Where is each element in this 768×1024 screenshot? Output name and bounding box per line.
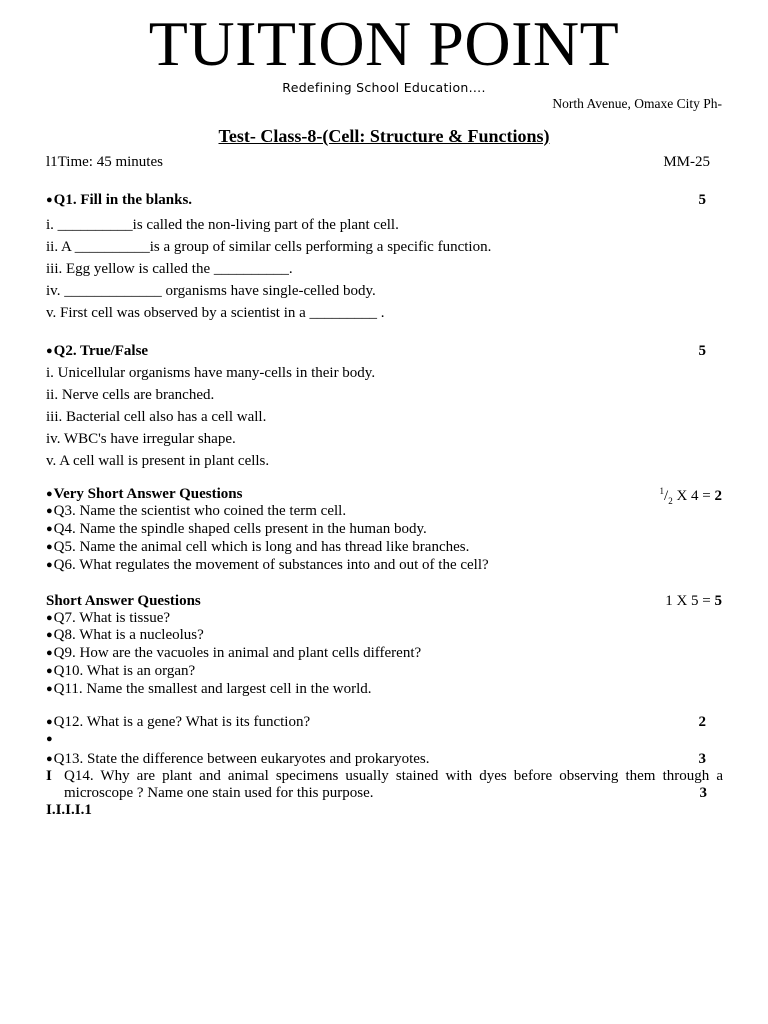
bullet-icon: ● (46, 733, 53, 745)
q1-heading (46, 192, 192, 209)
bullet-icon: ● (46, 523, 53, 535)
q2-marks: 5 (698, 343, 706, 359)
very-short-heading-text: Very Short Answer Questions (53, 486, 243, 502)
question-text: Q13. State the difference between eukaryotes and prokaryotes. (53, 751, 430, 767)
question-text: Q9. How are the vacuoles in animal and plant cells different? (53, 645, 422, 661)
q2-item: v. A cell wall is present in plant cells. (46, 453, 270, 469)
q2-item: iii. Bacterial cell also has a cell wall. (46, 409, 267, 425)
question-text: Q10. What is an organ? (53, 663, 196, 679)
bullet-icon: ● (46, 541, 53, 553)
very-short-marks: $^1/_2$ X 4 = 2 (659, 486, 722, 506)
q1-heading-text: Q1. Fill in the blanks. (53, 192, 193, 208)
question-text: Q12. What is a gene? What is its function? (53, 714, 311, 730)
question-text: Q3. Name the scientist who coined the term cell. (53, 503, 347, 519)
question-text: Q5. Name the animal cell which is long and has thread like branches. (53, 539, 470, 555)
question-text: Q8. What is a nucleolus? (53, 627, 204, 643)
short-item (46, 681, 372, 698)
marks-denominator: 2 (668, 496, 673, 506)
short-item (46, 645, 421, 662)
bullet-icon: ● (46, 345, 53, 357)
question-text: Q4. Name the spindle shaped cells present in the human body. (53, 521, 427, 537)
bullet-icon: ● (46, 665, 53, 677)
bullet-icon: ● (46, 716, 53, 728)
q14 (46, 768, 723, 802)
q2-item: ii. Nerve cells are branched. (46, 387, 215, 403)
q13-marks: 3 (698, 751, 706, 767)
address: North Avenue, Omaxe City Ph- (552, 96, 722, 111)
q2-item: iv. WBC's have irregular shape. (46, 431, 236, 447)
very-short-heading (46, 486, 242, 503)
very-short-item (46, 557, 489, 574)
bullet-icon: ● (46, 683, 53, 695)
q14-marker: I (46, 768, 52, 784)
test-heading: Test- Class-8-(Cell: Structure & Functions) (218, 126, 550, 146)
marks-multiplier: X 4 = (672, 488, 715, 504)
bullet-icon: ● (46, 194, 53, 206)
institute-title: TUITION POINT (148, 8, 620, 79)
bullet-icon: ● (46, 612, 53, 624)
bullet-icon: ● (46, 647, 53, 659)
very-short-item (46, 503, 346, 520)
bullet-icon: ● (46, 559, 53, 571)
short-item (46, 627, 204, 644)
q1-item: iii. Egg yellow is called the __________. (46, 261, 293, 277)
q14-marks: 3 (699, 785, 707, 801)
question-text: Q14. Why are plant and animal specimens usually stained with dyes before observing them through a microscope ? Name one stain used for this purpose. (64, 768, 723, 801)
footer-mark: I.I.I.I.1 (46, 802, 92, 818)
question-text: Q11. Name the smallest and largest cell in the world. (53, 681, 372, 697)
q2-heading-text: Q2. True/False (53, 343, 149, 359)
q2-heading (46, 343, 148, 360)
q1-item: iv. _____________ organisms have single-celled body. (46, 283, 376, 299)
q12 (46, 714, 310, 731)
q13 (46, 751, 429, 768)
marks-numerator: 1 (659, 486, 665, 496)
bullet-icon: ● (46, 629, 53, 641)
tagline: Redefining School Education.... (282, 80, 486, 95)
time-allowed: l1Time: 45 minutes (46, 154, 163, 170)
bullet-icon: ● (46, 753, 53, 765)
q1-item: v. First cell was observed by a scientist in a _________ . (46, 305, 385, 321)
q1-marks: 5 (698, 192, 706, 208)
bullet-icon: ● (46, 488, 53, 500)
short-item (46, 610, 170, 627)
short-marks (665, 593, 722, 610)
q1-item: ii. A __________is a group of similar cells performing a specific function. (46, 239, 492, 255)
q12-marks: 2 (698, 714, 706, 730)
marks-total: 5 (714, 593, 722, 609)
max-marks: MM-25 (663, 154, 710, 170)
empty-bullet (46, 731, 54, 748)
very-short-item (46, 539, 469, 556)
question-text: Q6. What regulates the movement of substances into and out of the cell? (53, 557, 489, 573)
bullet-icon: ● (46, 505, 53, 517)
question-text: Q7. What is tissue? (53, 610, 171, 626)
short-item (46, 663, 195, 680)
marks-total: 2 (714, 488, 722, 504)
marks-multiplier: 1 X 5 = (665, 593, 715, 609)
short-heading: Short Answer Questions (46, 593, 201, 609)
q1-item: i. __________is called the non-living part of the plant cell. (46, 217, 399, 233)
q2-item: i. Unicellular organisms have many-cells in their body. (46, 365, 376, 381)
very-short-item (46, 521, 427, 538)
